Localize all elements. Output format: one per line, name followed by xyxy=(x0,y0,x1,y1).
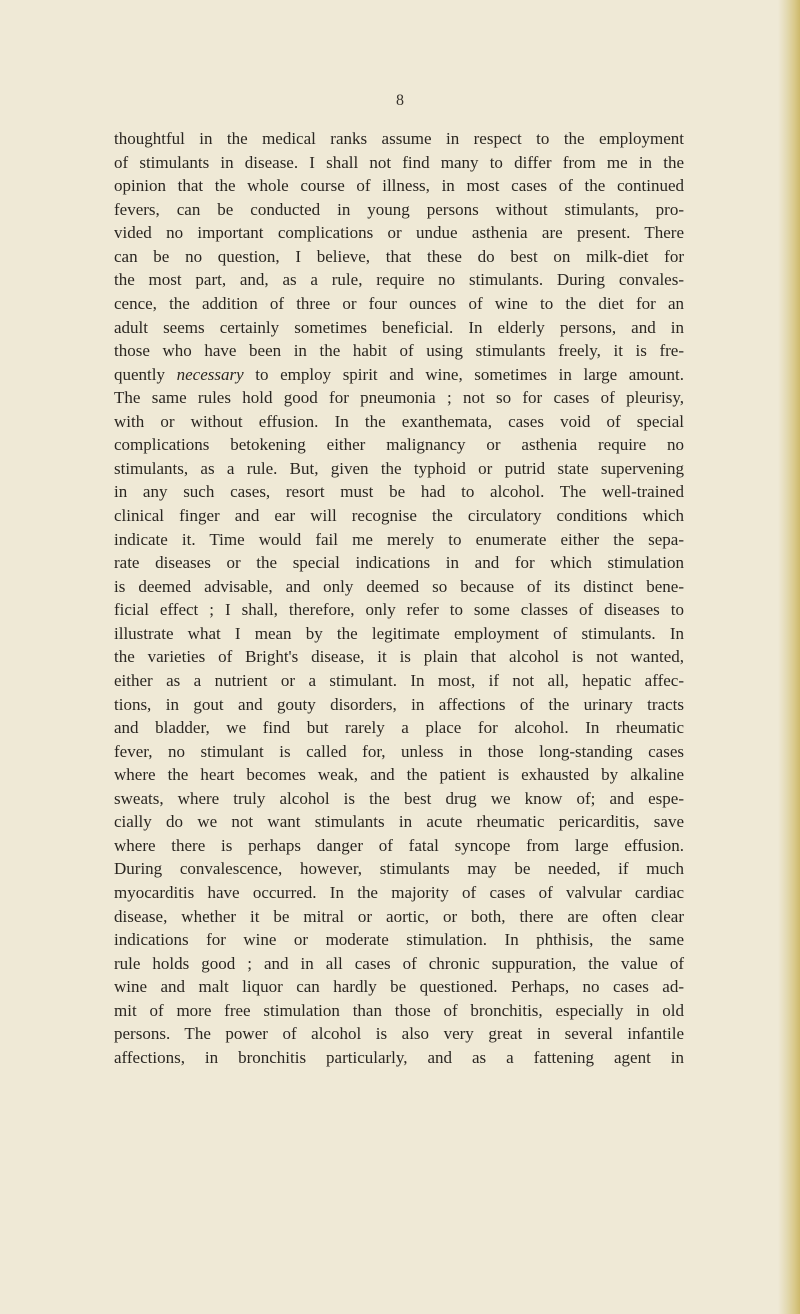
text-line: with or without effusion. In the exanthemata, cases void of special xyxy=(114,411,684,431)
text-line: can be no question, I believe, that these do best on milk-diet for xyxy=(114,246,684,266)
text-line: cially do we not want stimulants in acute rheumatic pericarditis, save xyxy=(114,812,684,832)
text-line: myocarditis have occurred. In the majority of cases of valvular cardiac xyxy=(114,883,684,902)
text-line: ficial effect ; I shall, therefore, only refer to some classes of diseases to xyxy=(114,600,684,620)
text-line: sweats, where truly alcohol is the best drug we know of; and espe- xyxy=(114,788,684,808)
text-line: wine and malt liquor can hardly be questioned. Perhaps, no cases ad- xyxy=(114,977,684,997)
line-prefix: quently xyxy=(114,364,177,384)
body-text xyxy=(114,127,684,1070)
page-number: 8 xyxy=(396,92,404,109)
text-line: in any such cases, resort must be had to alcohol. The well-trained xyxy=(114,482,684,502)
text-line: vided no important complications or undue asthenia are present. There xyxy=(114,223,684,243)
text-line: thoughtful in the medical ranks assume in respect to the employment xyxy=(114,129,684,148)
emphasized-word: necessary xyxy=(176,364,244,384)
text-line: indicate it. Time would fail me merely to enumerate either the sepa- xyxy=(114,529,684,549)
text-line: the varieties of Bright's disease, it is plain that alcohol is not wanted, xyxy=(114,647,684,667)
text-line: stimulants, as a rule. But, given the typhoid or putrid state supervening xyxy=(114,458,684,478)
text-line: of stimulants in disease. I shall not find many to differ from me in the xyxy=(114,152,684,172)
text-line: adult seems certainly sometimes beneficial. In elderly persons, and in xyxy=(114,317,684,337)
text-line: the most part, and, as a rule, require no stimulants. During convales- xyxy=(114,270,684,290)
text-line: is deemed advisable, and only deemed so because of its distinct bene- xyxy=(114,576,684,596)
text-line: those who have been in the habit of using stimulants freely, it is fre- xyxy=(114,341,684,361)
text-line: rate diseases or the special indications in and for which stimulation xyxy=(114,553,684,573)
text-line: affections, in bronchitis particularly, and as a fattening agent in xyxy=(114,1047,684,1067)
page-edge-shadow xyxy=(778,0,800,1314)
text-line: illustrate what I mean by the legitimate employment of stimulants. In xyxy=(114,623,684,643)
text-line: tions, in gout and gouty disorders, in affections of the urinary tracts xyxy=(114,694,684,714)
text-line: opinion that the whole course of illness, in most cases of the continued xyxy=(114,176,684,196)
text-line: fevers, can be conducted in young persons without stimulants, pro- xyxy=(114,199,684,219)
text-line: During convalescence, however, stimulants may be needed, if much xyxy=(114,859,684,879)
line-suffix: to employ spirit and wine, sometimes in large amount. xyxy=(243,364,684,384)
text-line: mit of more free stimulation than those of bronchitis, especially in old xyxy=(114,1000,684,1020)
text-line: where the heart becomes weak, and the patient is exhausted by alkaline xyxy=(114,765,684,785)
text-line: disease, whether it be mitral or aortic, or both, there are often clear xyxy=(114,906,684,926)
text-line: fever, no stimulant is called for, unless in those long-standing cases xyxy=(114,741,684,761)
text-line: complications betokening either malignancy or asthenia require no xyxy=(114,435,684,455)
text-line: and bladder, we find but rarely a place for alcohol. In rheumatic xyxy=(114,718,684,738)
text-line: rule holds good ; and in all cases of chronic suppuration, the value of xyxy=(114,953,684,973)
text-line: clinical finger and ear will recognise the circulatory conditions which xyxy=(114,506,684,525)
text-line: indications for wine or moderate stimulation. In phthisis, the same xyxy=(114,930,684,950)
text-line: where there is perhaps danger of fatal syncope from large effusion. xyxy=(114,835,684,855)
text-line: The same rules hold good for pneumonia ; not so for cases of pleurisy, xyxy=(114,388,684,408)
text-line: persons. The power of alcohol is also very great in several infantile xyxy=(114,1024,684,1044)
text-line-with-emphasis xyxy=(114,363,684,387)
text-line: cence, the addition of three or four ounces of wine to the diet for an xyxy=(114,293,684,313)
text-line: either as a nutrient or a stimulant. In most, if not all, hepatic affec- xyxy=(114,670,684,690)
